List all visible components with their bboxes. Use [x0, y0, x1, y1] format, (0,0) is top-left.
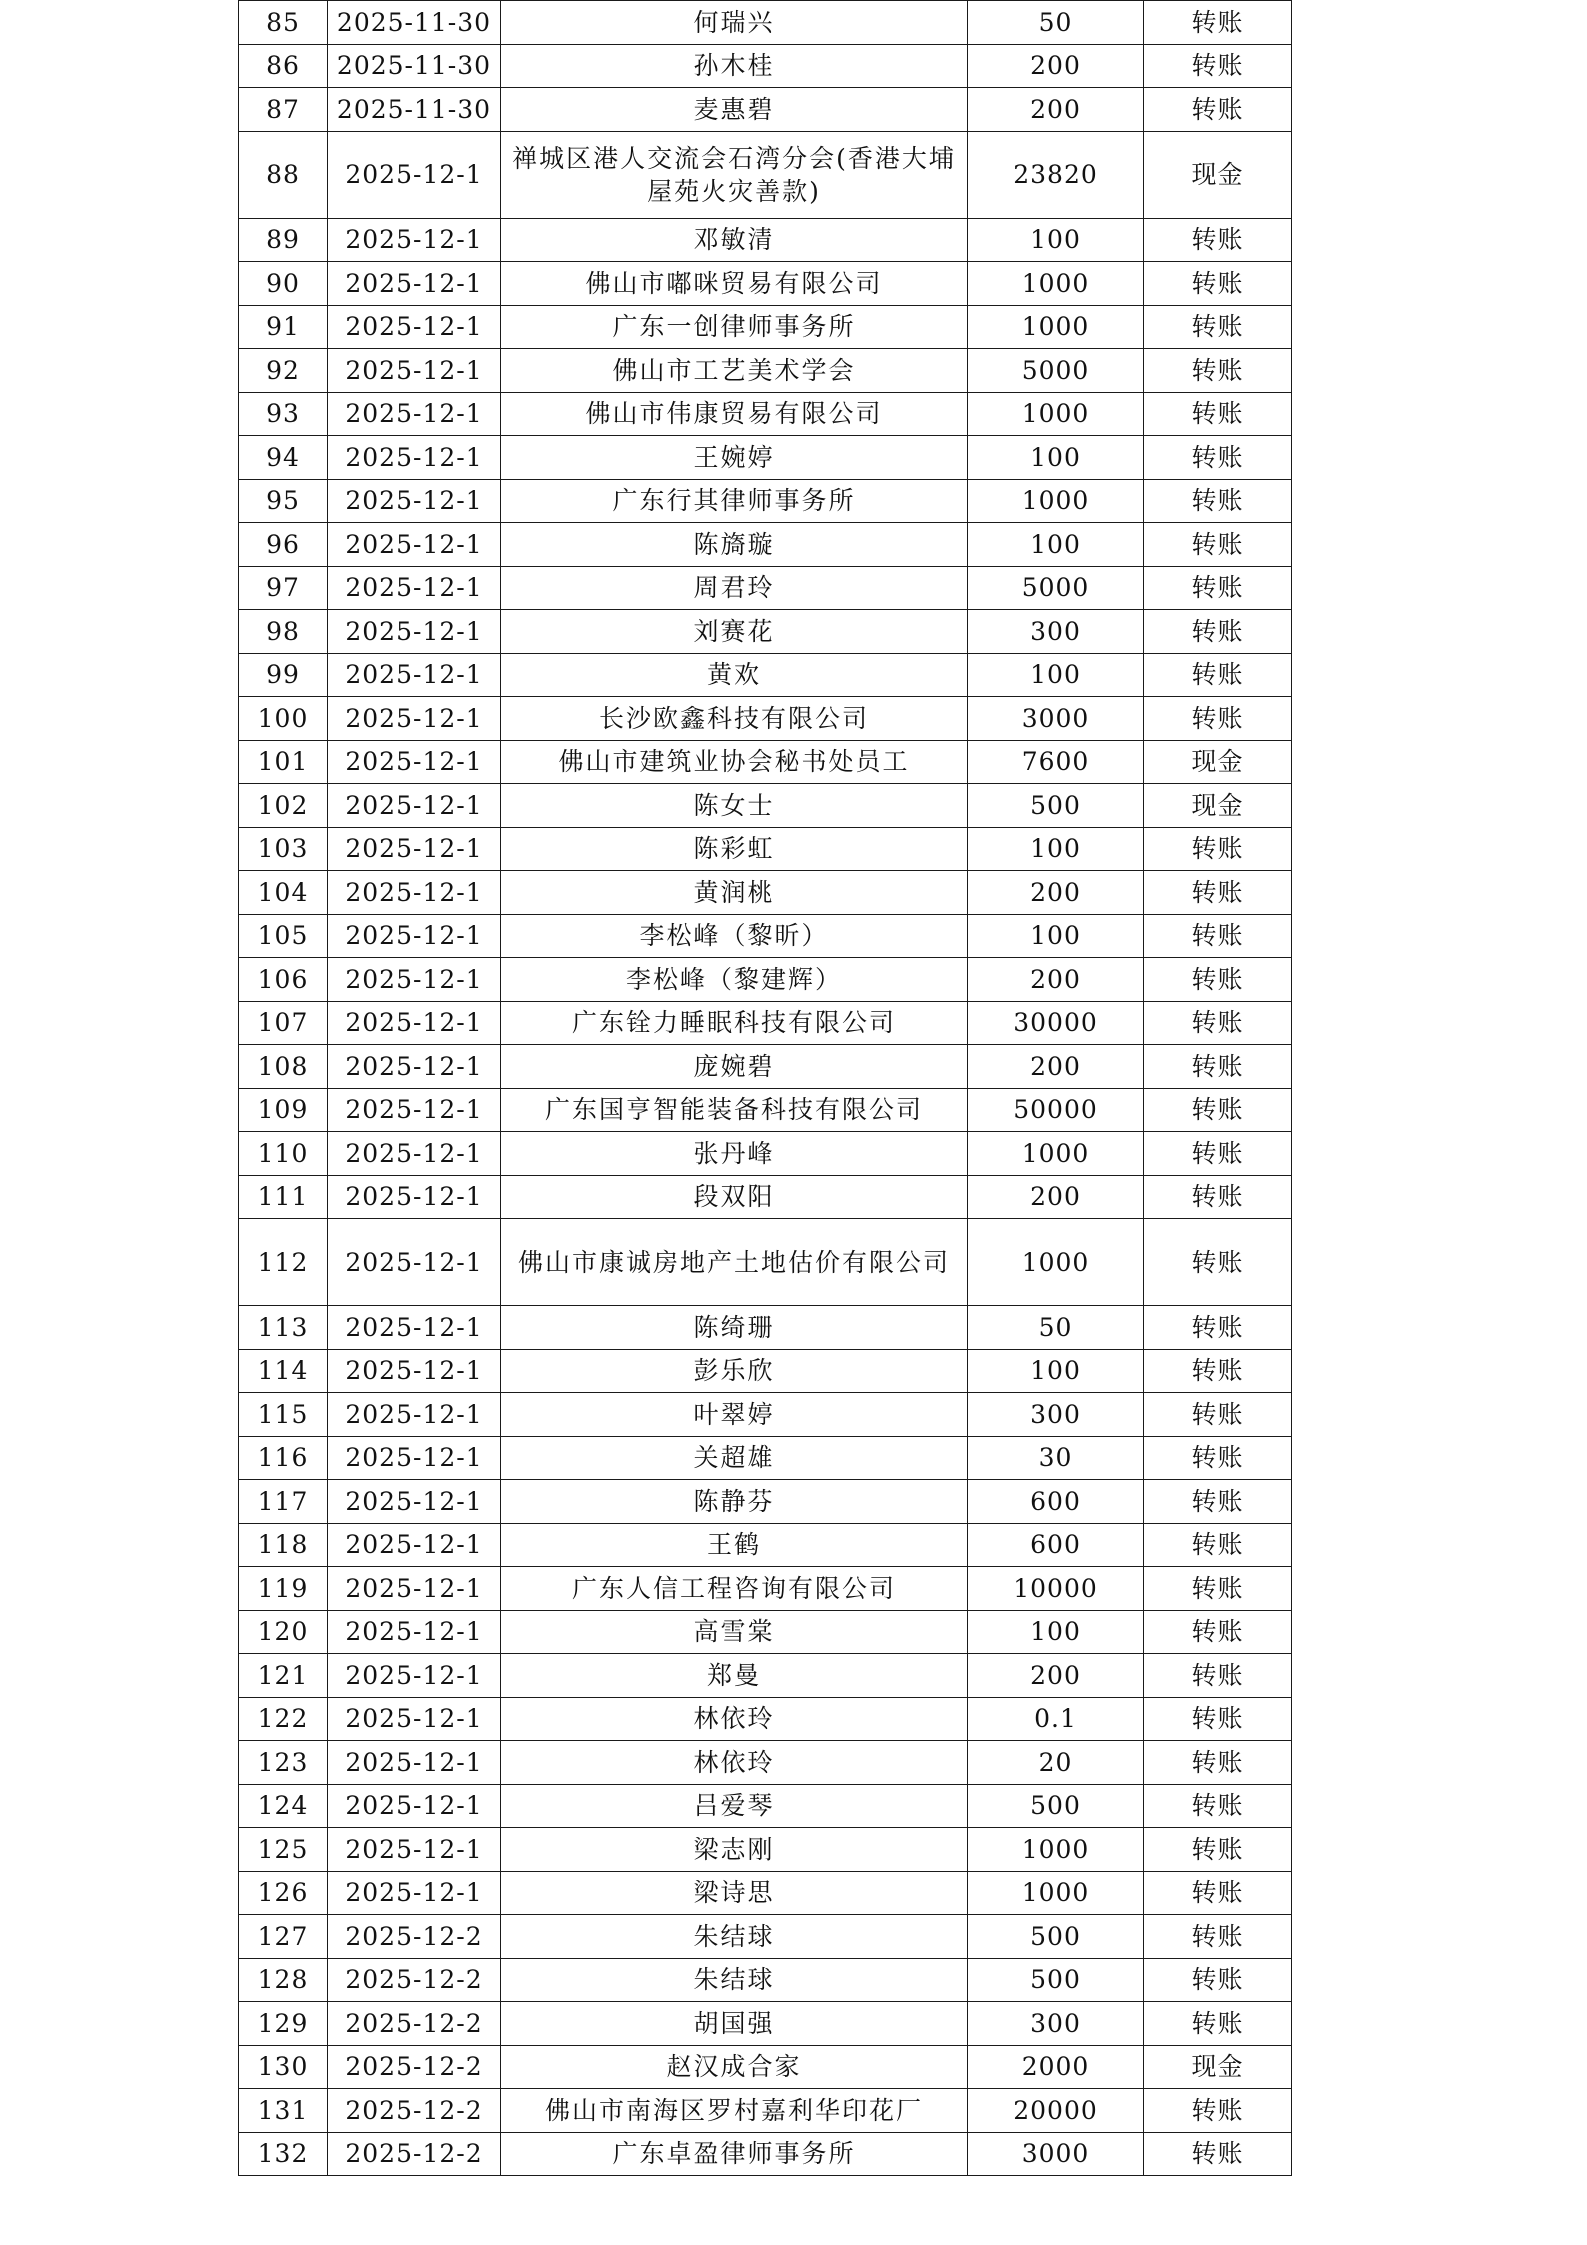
- donation-date-cell: 2025-12-1: [328, 392, 501, 436]
- donation-date-cell: 2025-12-1: [328, 914, 501, 958]
- table-row: [239, 218, 1292, 262]
- row-number-cell: 122: [239, 1697, 328, 1741]
- donor-name-cell: 陈旖璇: [501, 523, 968, 567]
- donation-date-cell: 2025-12-1: [328, 218, 501, 262]
- payment-method-cell: 转账: [1144, 349, 1292, 393]
- donor-name-cell: 庞婉碧: [501, 1045, 968, 1089]
- donor-name-cell: 佛山市嘟咪贸易有限公司: [501, 262, 968, 306]
- donation-date-cell: 2025-12-1: [328, 610, 501, 654]
- table-row: [239, 305, 1292, 349]
- table-row: [239, 1697, 1292, 1741]
- donation-amount-cell: 5000: [968, 566, 1144, 610]
- donation-amount-cell: 200: [968, 871, 1144, 915]
- donor-name-cell: 广东行其律师事务所: [501, 479, 968, 523]
- donation-date-cell: 2025-11-30: [328, 88, 501, 132]
- row-number-cell: 111: [239, 1175, 328, 1219]
- row-number-cell: 102: [239, 784, 328, 828]
- table-row: [239, 610, 1292, 654]
- donation-amount-cell: 500: [968, 1915, 1144, 1959]
- donation-date-cell: 2025-12-1: [328, 1045, 501, 1089]
- donation-amount-cell: 2000: [968, 2045, 1144, 2089]
- table-row: [239, 88, 1292, 132]
- donation-amount-cell: 5000: [968, 349, 1144, 393]
- payment-method-cell: 现金: [1144, 131, 1292, 218]
- donation-date-cell: 2025-12-1: [328, 1654, 501, 1698]
- donation-date-cell: 2025-12-1: [328, 1132, 501, 1176]
- donation-amount-cell: 100: [968, 523, 1144, 567]
- table-row: [239, 2089, 1292, 2133]
- donation-amount-cell: 100: [968, 1610, 1144, 1654]
- donation-date-cell: 2025-12-1: [328, 1175, 501, 1219]
- row-number-cell: 119: [239, 1567, 328, 1611]
- table-row: [239, 2132, 1292, 2176]
- donation-date-cell: 2025-12-2: [328, 1915, 501, 1959]
- table-row: [239, 827, 1292, 871]
- payment-method-cell: 转账: [1144, 1654, 1292, 1698]
- payment-method-cell: 转账: [1144, 1001, 1292, 1045]
- row-number-cell: 126: [239, 1871, 328, 1915]
- donor-name-cell: 林依玲: [501, 1697, 968, 1741]
- row-number-cell: 117: [239, 1480, 328, 1524]
- payment-method-cell: 转账: [1144, 827, 1292, 871]
- row-number-cell: 105: [239, 914, 328, 958]
- payment-method-cell: 转账: [1144, 2089, 1292, 2133]
- donation-amount-cell: 200: [968, 958, 1144, 1002]
- payment-method-cell: 转账: [1144, 1828, 1292, 1872]
- row-number-cell: 94: [239, 436, 328, 480]
- donor-name-cell: 胡国强: [501, 2002, 968, 2046]
- row-number-cell: 90: [239, 262, 328, 306]
- donation-amount-cell: 50: [968, 1306, 1144, 1350]
- payment-method-cell: 转账: [1144, 610, 1292, 654]
- donation-date-cell: 2025-11-30: [328, 44, 501, 88]
- payment-method-cell: 转账: [1144, 523, 1292, 567]
- row-number-cell: 121: [239, 1654, 328, 1698]
- donation-amount-cell: 500: [968, 1784, 1144, 1828]
- row-number-cell: 131: [239, 2089, 328, 2133]
- donation-amount-cell: 3000: [968, 697, 1144, 741]
- row-number-cell: 125: [239, 1828, 328, 1872]
- donor-name-cell: 广东国亨智能装备科技有限公司: [501, 1088, 968, 1132]
- table-row: [239, 349, 1292, 393]
- donation-amount-cell: 30000: [968, 1001, 1144, 1045]
- donation-amount-cell: 7600: [968, 740, 1144, 784]
- row-number-cell: 104: [239, 871, 328, 915]
- donation-amount-cell: 1000: [968, 1219, 1144, 1306]
- row-number-cell: 95: [239, 479, 328, 523]
- donation-table: [238, 0, 1292, 2176]
- table-row: [239, 1088, 1292, 1132]
- donation-amount-cell: 20000: [968, 2089, 1144, 2133]
- donor-name-cell: 周君玲: [501, 566, 968, 610]
- row-number-cell: 103: [239, 827, 328, 871]
- donor-name-cell: 佛山市康诚房地产土地估价有限公司: [501, 1219, 968, 1306]
- donor-name-cell: 广东铨力睡眠科技有限公司: [501, 1001, 968, 1045]
- donation-amount-cell: 200: [968, 1175, 1144, 1219]
- donor-name-cell: 朱结球: [501, 1915, 968, 1959]
- payment-method-cell: 转账: [1144, 1393, 1292, 1437]
- row-number-cell: 118: [239, 1523, 328, 1567]
- donor-name-cell: 孙木桂: [501, 44, 968, 88]
- row-number-cell: 96: [239, 523, 328, 567]
- donation-date-cell: 2025-12-1: [328, 1784, 501, 1828]
- row-number-cell: 100: [239, 697, 328, 741]
- payment-method-cell: 现金: [1144, 784, 1292, 828]
- row-number-cell: 128: [239, 1958, 328, 2002]
- row-number-cell: 106: [239, 958, 328, 1002]
- table-row: [239, 2045, 1292, 2089]
- payment-method-cell: 转账: [1144, 653, 1292, 697]
- table-row: [239, 1828, 1292, 1872]
- donor-name-cell: 林依玲: [501, 1741, 968, 1785]
- donation-date-cell: 2025-12-1: [328, 1001, 501, 1045]
- donor-name-cell: 广东卓盈律师事务所: [501, 2132, 968, 2176]
- donor-name-cell: 陈绮珊: [501, 1306, 968, 1350]
- donor-name-cell: 高雪棠: [501, 1610, 968, 1654]
- payment-method-cell: 转账: [1144, 1132, 1292, 1176]
- row-number-cell: 91: [239, 305, 328, 349]
- table-row: [239, 131, 1292, 218]
- payment-method-cell: 转账: [1144, 697, 1292, 741]
- payment-method-cell: 转账: [1144, 88, 1292, 132]
- donation-amount-cell: 30: [968, 1436, 1144, 1480]
- row-number-cell: 130: [239, 2045, 328, 2089]
- donor-name-cell: 彭乐欣: [501, 1349, 968, 1393]
- table-row: [239, 1306, 1292, 1350]
- donation-amount-cell: 1000: [968, 305, 1144, 349]
- payment-method-cell: 现金: [1144, 740, 1292, 784]
- table-body: [239, 1, 1292, 2176]
- payment-method-cell: 转账: [1144, 1523, 1292, 1567]
- table-row: [239, 262, 1292, 306]
- payment-method-cell: 转账: [1144, 1045, 1292, 1089]
- payment-method-cell: 转账: [1144, 1436, 1292, 1480]
- donor-name-cell: 黄欢: [501, 653, 968, 697]
- table-row: [239, 697, 1292, 741]
- donation-amount-cell: 600: [968, 1480, 1144, 1524]
- table-row: [239, 1958, 1292, 2002]
- payment-method-cell: 转账: [1144, 1306, 1292, 1350]
- table-row: [239, 1436, 1292, 1480]
- donation-date-cell: 2025-11-30: [328, 1, 501, 45]
- payment-method-cell: 转账: [1144, 2002, 1292, 2046]
- table-row: [239, 44, 1292, 88]
- donation-amount-cell: 100: [968, 653, 1144, 697]
- donor-name-cell: 广东人信工程咨询有限公司: [501, 1567, 968, 1611]
- row-number-cell: 127: [239, 1915, 328, 1959]
- donation-amount-cell: 200: [968, 1654, 1144, 1698]
- donor-name-cell: 佛山市建筑业协会秘书处员工: [501, 740, 968, 784]
- donor-name-cell: 王婉婷: [501, 436, 968, 480]
- donation-date-cell: 2025-12-1: [328, 131, 501, 218]
- payment-method-cell: 转账: [1144, 871, 1292, 915]
- donation-amount-cell: 1000: [968, 479, 1144, 523]
- donation-amount-cell: 20: [968, 1741, 1144, 1785]
- table-row: [239, 740, 1292, 784]
- donor-name-cell: 梁志刚: [501, 1828, 968, 1872]
- row-number-cell: 88: [239, 131, 328, 218]
- donation-date-cell: 2025-12-1: [328, 1480, 501, 1524]
- payment-method-cell: 转账: [1144, 262, 1292, 306]
- row-number-cell: 87: [239, 88, 328, 132]
- donation-date-cell: 2025-12-1: [328, 262, 501, 306]
- table-row: [239, 1741, 1292, 1785]
- donor-name-cell: 张丹峰: [501, 1132, 968, 1176]
- donation-date-cell: 2025-12-2: [328, 1958, 501, 2002]
- donor-name-cell: 陈女士: [501, 784, 968, 828]
- row-number-cell: 116: [239, 1436, 328, 1480]
- donor-name-cell: 佛山市南海区罗村嘉利华印花厂: [501, 2089, 968, 2133]
- payment-method-cell: 转账: [1144, 392, 1292, 436]
- payment-method-cell: 转账: [1144, 566, 1292, 610]
- donation-amount-cell: 300: [968, 1393, 1144, 1437]
- donation-amount-cell: 200: [968, 1045, 1144, 1089]
- row-number-cell: 114: [239, 1349, 328, 1393]
- donor-name-cell: 梁诗思: [501, 1871, 968, 1915]
- table-row: [239, 784, 1292, 828]
- donation-amount-cell: 50: [968, 1, 1144, 45]
- donation-date-cell: 2025-12-1: [328, 784, 501, 828]
- table-row: [239, 1001, 1292, 1045]
- row-number-cell: 108: [239, 1045, 328, 1089]
- donor-name-cell: 佛山市工艺美术学会: [501, 349, 968, 393]
- donor-name-cell: 朱结球: [501, 1958, 968, 2002]
- table-row: [239, 1523, 1292, 1567]
- donation-date-cell: 2025-12-1: [328, 1610, 501, 1654]
- donor-name-cell: 佛山市伟康贸易有限公司: [501, 392, 968, 436]
- donation-amount-cell: 500: [968, 784, 1144, 828]
- payment-method-cell: 转账: [1144, 1610, 1292, 1654]
- donation-date-cell: 2025-12-1: [328, 697, 501, 741]
- row-number-cell: 120: [239, 1610, 328, 1654]
- donor-name-cell: 郑曼: [501, 1654, 968, 1698]
- donation-amount-cell: 50000: [968, 1088, 1144, 1132]
- donation-date-cell: 2025-12-1: [328, 349, 501, 393]
- donation-amount-cell: 100: [968, 436, 1144, 480]
- row-number-cell: 124: [239, 1784, 328, 1828]
- donation-amount-cell: 1000: [968, 392, 1144, 436]
- donation-amount-cell: 500: [968, 1958, 1144, 2002]
- table-row: [239, 1132, 1292, 1176]
- donation-amount-cell: 200: [968, 44, 1144, 88]
- donation-amount-cell: 100: [968, 1349, 1144, 1393]
- donation-amount-cell: 3000: [968, 2132, 1144, 2176]
- donation-amount-cell: 0.1: [968, 1697, 1144, 1741]
- payment-method-cell: 转账: [1144, 1349, 1292, 1393]
- donor-name-cell: 麦惠碧: [501, 88, 968, 132]
- row-number-cell: 86: [239, 44, 328, 88]
- table-row: [239, 653, 1292, 697]
- donation-date-cell: 2025-12-1: [328, 1436, 501, 1480]
- donation-date-cell: 2025-12-2: [328, 2132, 501, 2176]
- donation-date-cell: 2025-12-1: [328, 1349, 501, 1393]
- payment-method-cell: 转账: [1144, 1871, 1292, 1915]
- donation-date-cell: 2025-12-1: [328, 1219, 501, 1306]
- table-row: [239, 1654, 1292, 1698]
- donation-date-cell: 2025-12-2: [328, 2045, 501, 2089]
- donation-date-cell: 2025-12-1: [328, 958, 501, 1002]
- donor-name-cell: 吕爱琴: [501, 1784, 968, 1828]
- donation-amount-cell: 1000: [968, 1132, 1144, 1176]
- donor-name-cell: 刘赛花: [501, 610, 968, 654]
- donor-name-cell: 陈静芬: [501, 1480, 968, 1524]
- donation-date-cell: 2025-12-2: [328, 2002, 501, 2046]
- payment-method-cell: 转账: [1144, 1088, 1292, 1132]
- donation-date-cell: 2025-12-1: [328, 827, 501, 871]
- donation-amount-cell: 1000: [968, 1871, 1144, 1915]
- donation-date-cell: 2025-12-1: [328, 523, 501, 567]
- donation-date-cell: 2025-12-1: [328, 305, 501, 349]
- payment-method-cell: 转账: [1144, 44, 1292, 88]
- donor-name-cell: 禅城区港人交流会石湾分会(香港大埔屋苑火灾善款): [501, 131, 968, 218]
- donation-date-cell: 2025-12-1: [328, 1828, 501, 1872]
- payment-method-cell: 转账: [1144, 1480, 1292, 1524]
- donor-name-cell: 段双阳: [501, 1175, 968, 1219]
- payment-method-cell: 转账: [1144, 1, 1292, 45]
- row-number-cell: 132: [239, 2132, 328, 2176]
- payment-method-cell: 转账: [1144, 958, 1292, 1002]
- donor-name-cell: 邓敏清: [501, 218, 968, 262]
- donation-amount-cell: 100: [968, 218, 1144, 262]
- payment-method-cell: 转账: [1144, 1697, 1292, 1741]
- table-row: [239, 1567, 1292, 1611]
- row-number-cell: 85: [239, 1, 328, 45]
- donation-amount-cell: 100: [968, 914, 1144, 958]
- donation-amount-cell: 200: [968, 88, 1144, 132]
- payment-method-cell: 转账: [1144, 1784, 1292, 1828]
- table-row: [239, 871, 1292, 915]
- donation-amount-cell: 1000: [968, 1828, 1144, 1872]
- table-row: [239, 1784, 1292, 1828]
- donor-name-cell: 李松峰（黎建辉）: [501, 958, 968, 1002]
- table-row: [239, 1219, 1292, 1306]
- table-row: [239, 2002, 1292, 2046]
- donor-name-cell: 何瑞兴: [501, 1, 968, 45]
- table-row: [239, 1915, 1292, 1959]
- donation-amount-cell: 100: [968, 827, 1144, 871]
- row-number-cell: 109: [239, 1088, 328, 1132]
- table-row: [239, 958, 1292, 1002]
- row-number-cell: 115: [239, 1393, 328, 1437]
- donor-name-cell: 李松峰（黎昕）: [501, 914, 968, 958]
- donation-date-cell: 2025-12-1: [328, 566, 501, 610]
- donation-amount-cell: 23820: [968, 131, 1144, 218]
- table-row: [239, 1610, 1292, 1654]
- table-row: [239, 479, 1292, 523]
- donation-amount-cell: 1000: [968, 262, 1144, 306]
- row-number-cell: 107: [239, 1001, 328, 1045]
- table-row: [239, 392, 1292, 436]
- row-number-cell: 93: [239, 392, 328, 436]
- table-row: [239, 523, 1292, 567]
- donation-date-cell: 2025-12-1: [328, 479, 501, 523]
- donation-date-cell: 2025-12-1: [328, 1741, 501, 1785]
- payment-method-cell: 转账: [1144, 1958, 1292, 2002]
- donation-date-cell: 2025-12-1: [328, 740, 501, 784]
- donation-date-cell: 2025-12-1: [328, 1871, 501, 1915]
- donor-name-cell: 陈彩虹: [501, 827, 968, 871]
- payment-method-cell: 转账: [1144, 479, 1292, 523]
- row-number-cell: 101: [239, 740, 328, 784]
- row-number-cell: 113: [239, 1306, 328, 1350]
- table-row: [239, 1, 1292, 45]
- table-row: [239, 1393, 1292, 1437]
- payment-method-cell: 转账: [1144, 1741, 1292, 1785]
- donation-date-cell: 2025-12-2: [328, 2089, 501, 2133]
- donor-name-cell: 广东一创律师事务所: [501, 305, 968, 349]
- row-number-cell: 89: [239, 218, 328, 262]
- table-row: [239, 1349, 1292, 1393]
- table-row: [239, 436, 1292, 480]
- payment-method-cell: 转账: [1144, 914, 1292, 958]
- donation-date-cell: 2025-12-1: [328, 1567, 501, 1611]
- row-number-cell: 112: [239, 1219, 328, 1306]
- donor-name-cell: 王鹤: [501, 1523, 968, 1567]
- row-number-cell: 110: [239, 1132, 328, 1176]
- table-row: [239, 1871, 1292, 1915]
- payment-method-cell: 现金: [1144, 2045, 1292, 2089]
- row-number-cell: 129: [239, 2002, 328, 2046]
- table-row: [239, 1480, 1292, 1524]
- payment-method-cell: 转账: [1144, 1915, 1292, 1959]
- donation-date-cell: 2025-12-1: [328, 653, 501, 697]
- donation-date-cell: 2025-12-1: [328, 1523, 501, 1567]
- row-number-cell: 97: [239, 566, 328, 610]
- row-number-cell: 92: [239, 349, 328, 393]
- payment-method-cell: 转账: [1144, 1175, 1292, 1219]
- table-row: [239, 1045, 1292, 1089]
- payment-method-cell: 转账: [1144, 2132, 1292, 2176]
- donation-date-cell: 2025-12-1: [328, 871, 501, 915]
- donor-name-cell: 长沙欧鑫科技有限公司: [501, 697, 968, 741]
- table-row: [239, 1175, 1292, 1219]
- donor-name-cell: 黄润桃: [501, 871, 968, 915]
- donation-amount-cell: 300: [968, 2002, 1144, 2046]
- donor-name-cell: 赵汉成合家: [501, 2045, 968, 2089]
- donation-amount-cell: 600: [968, 1523, 1144, 1567]
- payment-method-cell: 转账: [1144, 1219, 1292, 1306]
- table-row: [239, 566, 1292, 610]
- payment-method-cell: 转账: [1144, 305, 1292, 349]
- donation-amount-cell: 10000: [968, 1567, 1144, 1611]
- donation-date-cell: 2025-12-1: [328, 1306, 501, 1350]
- donation-date-cell: 2025-12-1: [328, 1088, 501, 1132]
- row-number-cell: 123: [239, 1741, 328, 1785]
- payment-method-cell: 转账: [1144, 1567, 1292, 1611]
- row-number-cell: 98: [239, 610, 328, 654]
- donation-date-cell: 2025-12-1: [328, 1393, 501, 1437]
- payment-method-cell: 转账: [1144, 436, 1292, 480]
- donation-amount-cell: 300: [968, 610, 1144, 654]
- table-row: [239, 914, 1292, 958]
- payment-method-cell: 转账: [1144, 218, 1292, 262]
- donation-date-cell: 2025-12-1: [328, 436, 501, 480]
- donation-date-cell: 2025-12-1: [328, 1697, 501, 1741]
- donor-name-cell: 叶翠婷: [501, 1393, 968, 1437]
- donor-name-cell: 关超雄: [501, 1436, 968, 1480]
- row-number-cell: 99: [239, 653, 328, 697]
